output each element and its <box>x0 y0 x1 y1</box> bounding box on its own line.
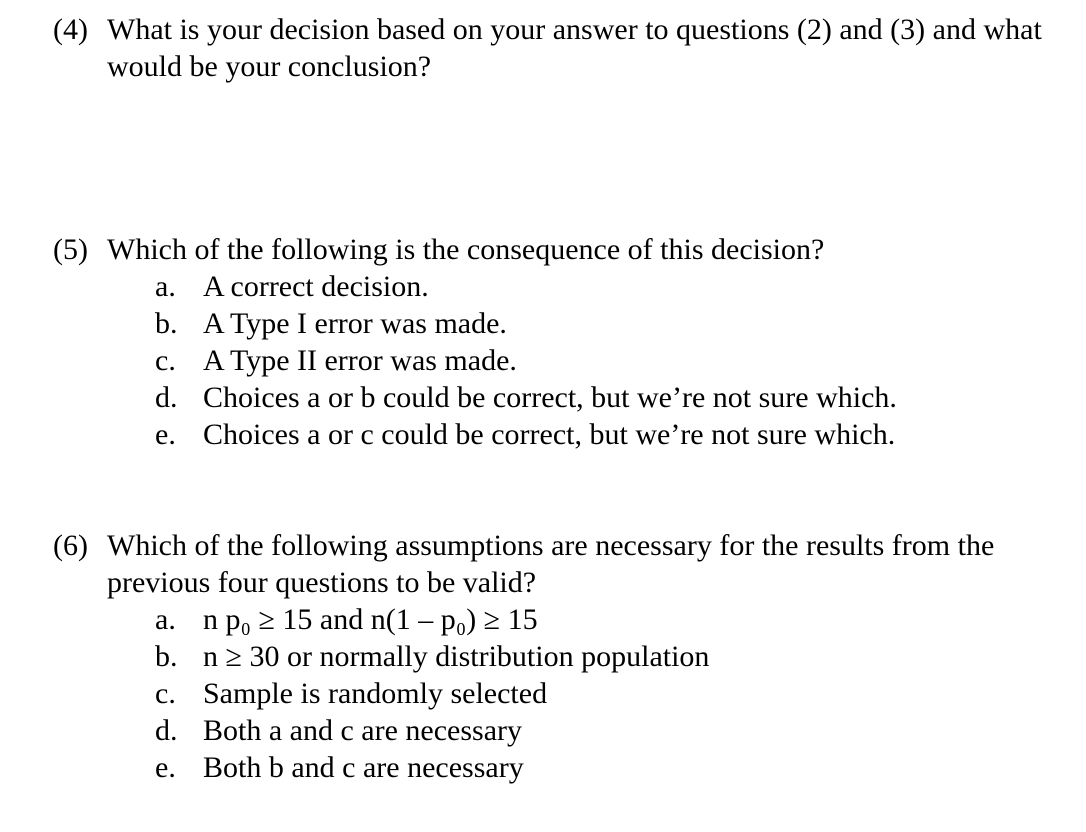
option-letter: a. <box>155 603 176 636</box>
question-5-option-d <box>155 379 1063 416</box>
question-6-option-a <box>155 601 1063 638</box>
option-text: Both a and c are necessary <box>203 714 523 747</box>
question-5-option-e <box>155 416 1063 453</box>
question-5-header <box>53 231 1063 268</box>
question-6-options <box>53 601 1063 786</box>
question-6-option-e <box>155 749 1063 786</box>
option-text: Choices a or c could be correct, but we’re not sure which. <box>203 418 896 451</box>
option-text: Choices a or b could be correct, but we’re not sure which. <box>203 381 897 414</box>
question-5-option-c <box>155 342 1063 379</box>
question-6-number: (6) <box>53 529 88 562</box>
option-letter: b. <box>155 640 178 673</box>
question-5 <box>53 231 1063 453</box>
option-letter: b. <box>155 307 178 340</box>
question-6-option-d <box>155 712 1063 749</box>
question-5-options <box>53 268 1063 453</box>
option-text: n ≥ 30 or normally distribution population <box>203 640 710 673</box>
question-4-text: What is your decision based on your answer to questions (2) and (3) and what would be your conclusion? <box>107 13 1042 83</box>
option-letter: d. <box>155 381 178 414</box>
question-5-text: Which of the following is the consequence of this decision? <box>107 233 825 266</box>
option-letter: c. <box>155 344 176 377</box>
question-4-number: (4) <box>53 13 88 46</box>
option-letter: e. <box>155 418 176 451</box>
question-6-option-c <box>155 675 1063 712</box>
question-5-option-b <box>155 305 1063 342</box>
question-5-number: (5) <box>53 233 88 266</box>
option-text: A correct decision. <box>203 270 429 303</box>
question-6-option-b <box>155 638 1063 675</box>
question-4 <box>53 11 1063 85</box>
option-text: Both b and c are necessary <box>203 751 524 784</box>
option-text: A Type II error was made. <box>203 344 517 377</box>
option-text: A Type I error was made. <box>203 307 507 340</box>
question-6-header <box>53 527 1063 601</box>
option-text: n p₀ ≥ 15 and n(1 – p₀) ≥ 15 <box>203 603 538 636</box>
option-letter: a. <box>155 270 176 303</box>
question-6 <box>53 527 1063 786</box>
question-5-option-a <box>155 268 1063 305</box>
question-6-text: Which of the following assumptions are necessary for the results from the previous four questions to be valid? <box>107 529 995 599</box>
option-text: Sample is randomly selected <box>203 677 548 710</box>
option-letter: d. <box>155 714 178 747</box>
option-letter: e. <box>155 751 176 784</box>
question-4-header <box>53 11 1063 85</box>
option-letter: c. <box>155 677 176 710</box>
